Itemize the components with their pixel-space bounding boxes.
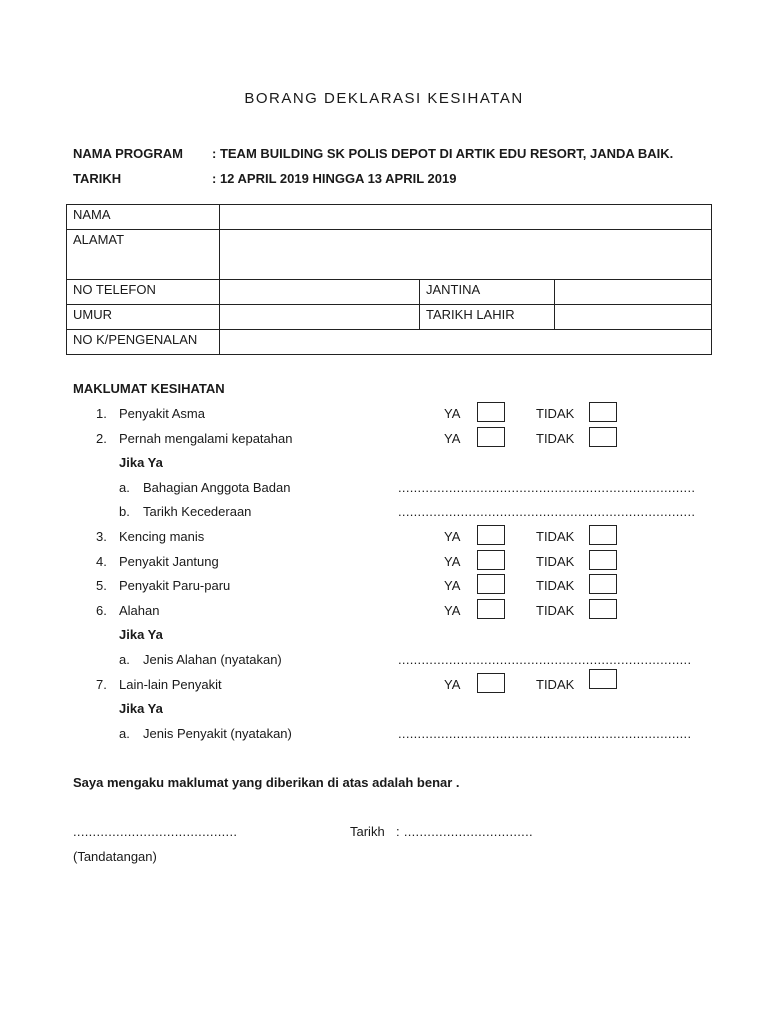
sub-label: Jenis Penyakit (nyatakan)	[143, 726, 292, 741]
item-label: Kencing manis	[119, 529, 205, 544]
program-label: NAMA PROGRAM	[73, 146, 184, 161]
sub-label: Bahagian Anggota Badan	[143, 480, 291, 495]
declaration-statement: Saya mengaku maklumat yang diberikan di atas adalah benar .	[73, 775, 460, 790]
ya-label: YA	[444, 529, 461, 544]
declaration-date-label: Tarikh	[350, 824, 385, 839]
tidak-checkbox[interactable]	[589, 599, 617, 619]
ya-checkbox[interactable]	[477, 673, 505, 693]
fill-line[interactable]: ...........................................................................	[398, 652, 692, 667]
tidak-checkbox[interactable]	[589, 574, 617, 594]
ya-label: YA	[444, 406, 461, 421]
item-number: 7.	[96, 677, 107, 692]
tidak-label: TIDAK	[536, 406, 575, 421]
sub-letter: a.	[119, 652, 130, 667]
tidak-label: TIDAK	[536, 529, 575, 544]
tidak-checkbox[interactable]	[589, 427, 617, 447]
sub-letter: a.	[119, 726, 130, 741]
signature-label: (Tandatangan)	[73, 849, 157, 864]
ya-checkbox[interactable]	[477, 525, 505, 545]
fill-line[interactable]: ............................................................................	[398, 480, 696, 495]
ya-checkbox[interactable]	[477, 550, 505, 570]
item-number: 4.	[96, 554, 107, 569]
jika-ya-label: Jika Ya	[119, 455, 163, 470]
item-number: 3.	[96, 529, 107, 544]
nama-field[interactable]	[220, 205, 712, 230]
tidak-checkbox[interactable]	[589, 669, 617, 689]
nama-label: NAMA	[67, 205, 220, 230]
umur-field[interactable]	[220, 305, 420, 330]
tidak-label: TIDAK	[536, 578, 575, 593]
umur-label: UMUR	[67, 305, 220, 330]
no-kp-field[interactable]	[220, 330, 712, 355]
item-label: Penyakit Asma	[119, 406, 205, 421]
ya-checkbox[interactable]	[477, 427, 505, 447]
signature-line[interactable]: ..........................................	[73, 824, 238, 839]
item-number: 2.	[96, 431, 107, 446]
ya-label: YA	[444, 603, 461, 618]
alamat-field[interactable]	[220, 230, 712, 280]
sub-label: Tarikh Kecederaan	[143, 504, 252, 519]
tarikh-lahir-field[interactable]	[555, 305, 712, 330]
ya-checkbox[interactable]	[477, 599, 505, 619]
item-number: 1.	[96, 406, 107, 421]
tarikh-lahir-label: TARIKH LAHIR	[420, 305, 555, 330]
tidak-label: TIDAK	[536, 677, 575, 692]
jantina-label: JANTINA	[420, 280, 555, 305]
ya-label: YA	[444, 578, 461, 593]
item-number: 6.	[96, 603, 107, 618]
sub-label: Jenis Alahan (nyatakan)	[143, 652, 282, 667]
sub-letter: a.	[119, 480, 130, 495]
jika-ya-label: Jika Ya	[119, 627, 163, 642]
tidak-checkbox[interactable]	[589, 525, 617, 545]
ya-label: YA	[444, 677, 461, 692]
personal-info-table	[66, 204, 712, 355]
ya-checkbox[interactable]	[477, 402, 505, 422]
tidak-label: TIDAK	[536, 554, 575, 569]
sub-letter: b.	[119, 504, 130, 519]
jantina-field[interactable]	[555, 280, 712, 305]
alamat-label: ALAMAT	[67, 230, 220, 280]
tidak-checkbox[interactable]	[589, 550, 617, 570]
item-label: Pernah mengalami kepatahan	[119, 431, 293, 446]
tidak-label: TIDAK	[536, 431, 575, 446]
ya-label: YA	[444, 431, 461, 446]
ya-label: YA	[444, 554, 461, 569]
no-telefon-label: NO TELEFON	[67, 280, 220, 305]
program-value: : TEAM BUILDING SK POLIS DEPOT DI ARTIK EDU RESORT, JANDA BAIK.	[212, 146, 674, 161]
date-value: : 12 APRIL 2019 HINGGA 13 APRIL 2019	[212, 171, 457, 186]
item-label: Penyakit Paru-paru	[119, 578, 231, 593]
tidak-label: TIDAK	[536, 603, 575, 618]
tidak-checkbox[interactable]	[589, 402, 617, 422]
no-kp-label: NO K/PENGENALAN	[67, 330, 220, 355]
date-label: TARIKH	[73, 171, 122, 186]
health-heading: MAKLUMAT KESIHATAN	[73, 381, 225, 396]
fill-line[interactable]: ............................................................................	[398, 504, 696, 519]
item-number: 5.	[96, 578, 107, 593]
item-label: Penyakit Jantung	[119, 554, 219, 569]
no-telefon-field[interactable]	[220, 280, 420, 305]
form-title: BORANG DEKLARASI KESIHATAN	[244, 90, 524, 107]
declaration-date-line[interactable]: : .................................	[396, 824, 533, 839]
jika-ya-label: Jika Ya	[119, 701, 163, 716]
item-label: Lain-lain Penyakit	[119, 677, 222, 692]
item-label: Alahan	[119, 603, 160, 618]
fill-line[interactable]: ...........................................................................	[398, 726, 692, 741]
ya-checkbox[interactable]	[477, 574, 505, 594]
